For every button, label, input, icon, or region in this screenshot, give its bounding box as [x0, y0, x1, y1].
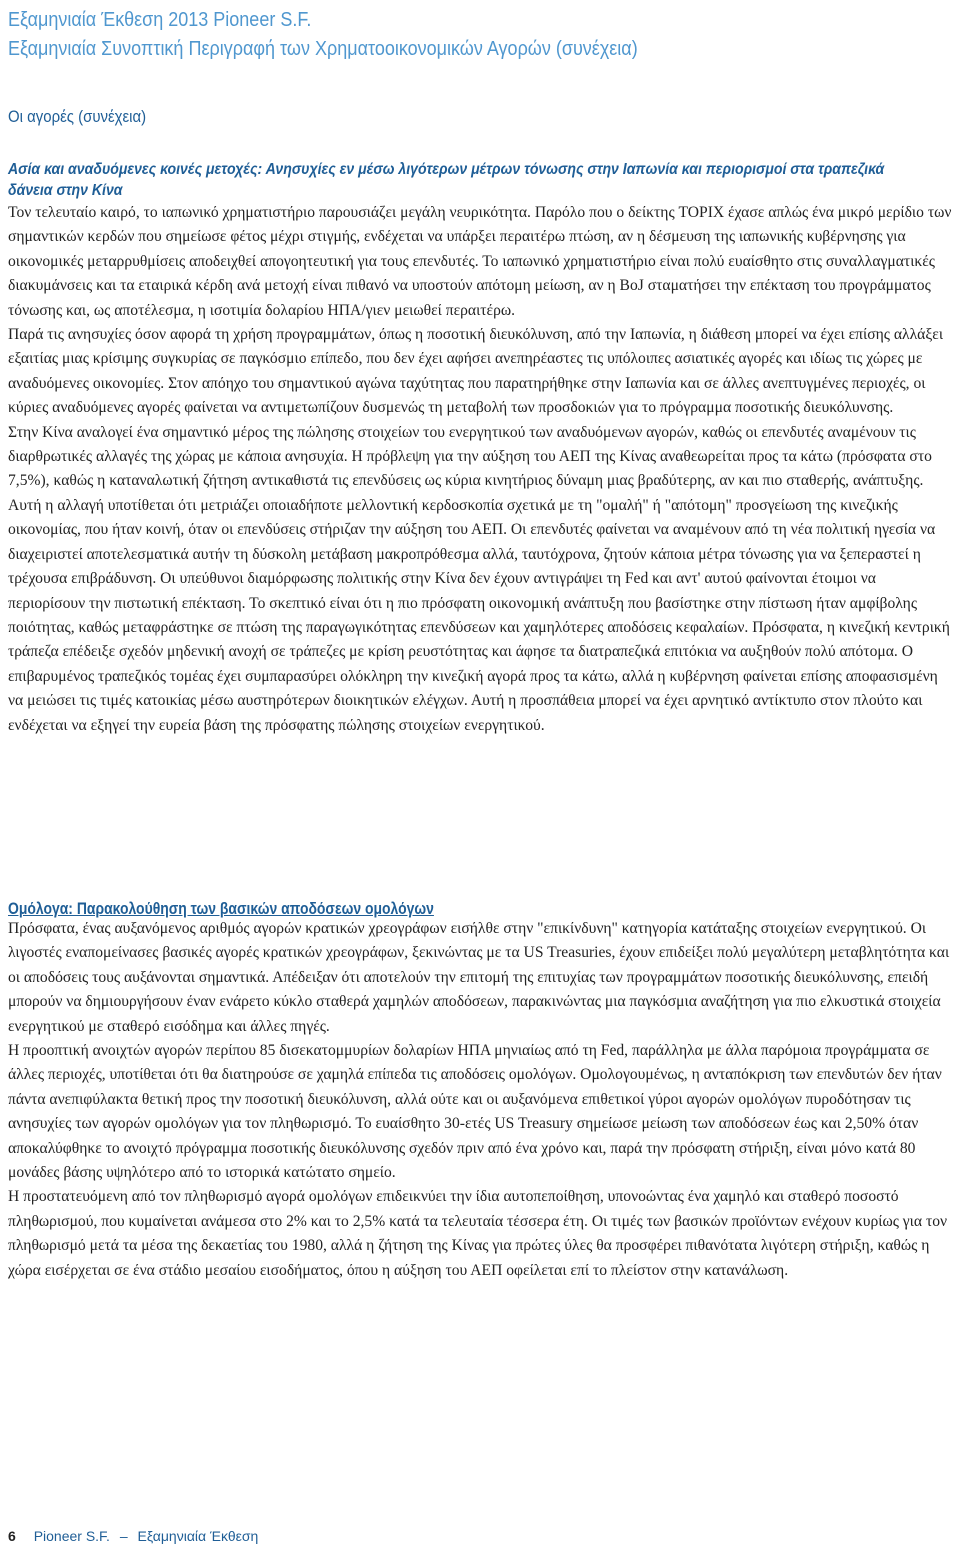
paragraph: Τον τελευταίο καιρό, το ιαπωνικό χρηματιστήριο παρουσιάζει μεγάλη νευρικότητα. Παρόλο που ο δείκτης TOPIX έχασε απλώς ένα μικρό μερίδιο των σημαντικών κερδών που σημείωσε φέτος μέχρι στιγμής, ενδέχεται να υπάρξει περαιτέρω πτώση, αν η δέσμευση της ιαπωνικής κυβέρνησης για οικονομικές μεταρρυθμίσεις αποδειχθεί απογοητευτική για τους επενδυτές. Το ιαπωνικό χρηματιστήριο είναι πολύ ευαίσθητο στις συναλλαγματικές διακυμάνσεις και τα εταιρικά κέρδη ανά μετοχή είναι πιθανό να υποστούν απότομη μείωση, αν η BoJ σταματήσει την επέκταση του προγράμματος τόνωσης και, ως αποτέλεσμα, η ισοτιμία δολαρίου ΗΠΑ/γιεν μειωθεί περαιτέρω. [8, 204, 952, 319]
bonds-section-body [8, 917, 953, 1283]
asia-section-body [8, 201, 953, 738]
bonds-heading: Ομόλογα: Παρακολούθηση των βασικών αποδόσεων ομολόγων [8, 899, 434, 918]
paragraph: Η προοπτική ανοιχτών αγορών περίπου 85 δισεκατομμυρίων δολαρίων ΗΠΑ μηνιαίως από τη Fed, παράλληλα με άλλα παρόμοια προγράμματα σε άλλες περιοχές, υποτίθεται ότι θα διατηρούσε σε χαμηλά επίπεδα τις αποδόσεις ομολόγων. Ομολογουμένως, η ανταπόκριση των επενδυτών δεν ήταν πάντα ανεπιφύλακτα θετική προς την ποσοτική διευκόλυνση, αλλά ούτε και οι αυξανόμενα επιθετικοί γύροι αγορών ομολόγων πυροδότησαν τις ανησυχίες των αγορών ομολόγων για τον πληθωρισμό. Το ευαίσθητο 30-ετές US Treasury σημείωσε μείωση των αποδόσεων έως και 2,50% όταν αποκαλύφθηκε το ανοιχτό πρόγραμμα ποσοτικής διευκόλυνσης σχεδόν πριν από ένα χρόνο και, παρά την πρόσφατη στήριξη, είναι μόνο κατά 80 μονάδες βάσης υψηλότερο από το ιστορικά κατώτατο σημείο. [8, 1042, 942, 1182]
paragraph: Παρά τις ανησυχίες όσον αφορά τη χρήση προγραμμάτων, όπως η ποσοτική διευκόλυνση, από την Ιαπωνία, η διάθεση μπορεί να έχει επίσης αλλάξει εξαιτίας μιας κρίσιμης συγκυρίας σε παγκόσμιο επίπεδο, που δεν έχει αφήσει ανεπηρέαστες τις υπόλοιπες ασιατικές αγορές και ιδίως τις χώρες με αναδυόμενες οικονομίες. Στον απόηχο του σημαντικού αγώνα ταχύτητας που παρατηρήθηκε στην Ιαπωνία και σε άλλες ανεπτυγμένες περιοχές, οι κύριες αναδυόμενες αγορές φαίνεται να αντιμετωπίζουν δυσμενώς τη μεταβολή των προσδοκιών για το πρόγραμμα ποσοτικής διευκόλυνσης. [8, 326, 944, 417]
paragraph: Πρόσφατα, ένας αυξανόμενος αριθμός αγορών κρατικών χρεογράφων εισήλθε στην "επικίνδυνη" κατηγορία κατάταξης στοιχείων ενεργητικού. Οι λιγοστές εναπομείνασες βασικές αγορές κρατικών χρεογράφων, ξεκινώντας με τα US Treasuries, έχουν επιδείξει πολύ μεγαλύτερη μεταβλητότητα και οι αποδόσεις τους αυξάνονται σημαντικά. Απέδειξαν ότι αποτελούν την επιτομή της επιτυχίας των προγραμμάτων ποσοτικής διευκόλυνσης, επειδή μπορούν να δημιουργήσουν έναν ενάρετο κύκλο σταθερά χαμηλών αποδόσεων, παρακινώντας μια παγκόσμια αναζήτηση για πιο ελκυστικά στοιχεία ενεργητικού με σταθερό εισόδημα και άλλες πηγές. [8, 920, 950, 1035]
page-footer [8, 1528, 258, 1544]
report-title: Εξαμηνιαία Έκθεση 2013 Pioneer S.F. [8, 9, 312, 31]
section-title: Οι αγορές (συνέχεια) [8, 107, 147, 126]
footer-company: Pioneer S.F. [33, 1528, 110, 1544]
page-header [8, 6, 948, 64]
topic-heading: Ασία και αναδυόμενες κοινές μετοχές: Ανησυχίες εν μέσω λιγότερων μέτρων τόνωσης στην Ιαπωνία και περιορισμοί στα τραπεζικά δάνεια στην Κίνα [8, 161, 885, 199]
footer-report: Εξαμηνιαία Έκθεση [137, 1528, 259, 1544]
report-subtitle: Εξαμηνιαία Συνοπτική Περιγραφή των Χρηματοοικονομικών Αγορών (συνέχεια) [8, 38, 638, 60]
paragraph: Στην Κίνα αναλογεί ένα σημαντικό μέρος της πώλησης στοιχείων του ενεργητικού των αναδυόμενων αγορών, καθώς οι επενδυτές αναμένουν τις διαρθρωτικές αλλαγές της χώρας με κάποια ανησυχία. Η πρόβλεψη για την αύξηση του ΑΕΠ της Κίνας αναθεωρείται προς τα κάτω (πρόσφατα στο 7,5%), καθώς η καταναλωτική ζήτηση αντικαθιστά τις επενδύσεις ως κύρια κινητήριος δύναμη μιας βραδύτερης, αν και πιο σταθερής, ανάπτυξης. Αυτή η αλλαγή υποτίθεται ότι μετριάζει οποιαδήποτε μελλοντική κερδοσκοπία σχετικά με τη "ομαλή" ή "απότομη" προσγείωση της κινεζικής οικονομίας, που ήταν κοινή, όταν οι επενδύσεις στήριζαν την αύξηση του ΑΕΠ. Οι επενδυτές φαίνεται να αναμένουν από τη νέα πολιτική ηγεσία να διαχειριστεί αποτελεσματικά αυτήν τη δύσκολη μετάβαση μακροπρόθεσμα αλλά, ταυτόχρονα, ζητούν κάποια μέτρα τόνωσης για να ξεπεραστεί η τρέχουσα επιβράδυνση. Οι υπεύθυνοι διαμόρφωσης πολιτικής στην Κίνα δεν έχουν αντιγράψει τη Fed και αντ' αυτού φαίνονται έτοιμοι να περιορίσουν την πιστωτική επέκταση. Το σκεπτικό είναι ότι η πιο πρόσφατη οικονομική ανάπτυξη που βασίστηκε στην πίστωση ήταν αμφίβολης ποιότητας, καθώς μεταφράστηκε σε πτώση της παραγωγικότητας επενδύσεων και χαμηλότερες αποδόσεις κεφαλαίων. Πρόσφατα, η κινεζική κεντρική τράπεζα επέδειξε σχεδόν μηδενική ανοχή σε τράπεζες με κρίση ρευστότητας και άφησε τα διατραπεζικά επιτόκια να αυξηθούν πολύ απότομα. Ο επιβαρυμένος τραπεζικός τομέας έχει συμπαρασύρει ολόκληρη την κινεζική αγορά προς τα κάτω, αλλά η κυβέρνηση φαίνεται επίσης αποφασισμένη να μειώσει τις τιμές κατοικίας μέσω αυστηρότερων διοικητικών ελέγχων. Αυτή η προσπάθεια μπορεί να έχει αρνητικό αντίκτυπο στον πλούτο και ενδέχεται να εξηγεί την ευρεία βάση της πρόσφατης πώλησης στοιχείων ενεργητικού. [8, 423, 950, 734]
page-number: 6 [8, 1528, 16, 1544]
paragraph: Η προστατευόμενη από τον πληθωρισμό αγορά ομολόγων επιδεικνύει την ίδια αυτοπεποίθηση, υπονοώντας ένα χαμηλό και σταθερό ποσοστό πληθωρισμού, που κυμαίνεται ανάμεσα στο 2% και το 2,5% κατά τα τελευταία τέσσερα έτη. Οι τιμές των βασικών προϊόντων ενέχουν κυρίως για τον πληθωρισμό μετά τα μέσα της δεκαετίας του 1980, αλλά η ζήτηση της Κίνας για πρώτες ύλες θα προσφέρει πιθανότατα λιγότερη στήριξη, καθώς η χώρα εισέρχεται σε ένα στάδιο μεσαίου εισοδήματος, όπου η αύξηση του ΑΕΠ οφείλεται επί το πλείστον στην κατανάλωση. [8, 1188, 948, 1279]
footer-separator: – [119, 1528, 128, 1544]
